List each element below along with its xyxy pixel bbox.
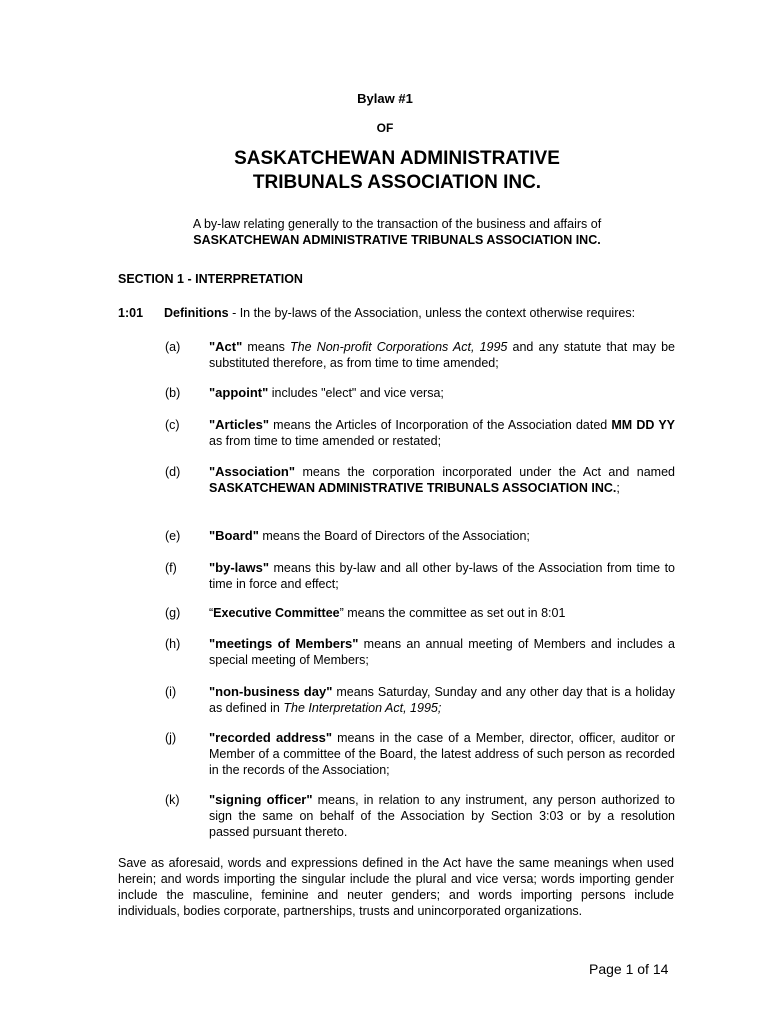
bylaw-description [0, 216, 770, 248]
document-title [0, 147, 770, 195]
section-heading: SECTION 1 - INTERPRETATION [118, 272, 303, 286]
definition-text: includes "elect" and vice versa; [268, 386, 444, 400]
definition-italic: The Non-profit Corporations Act, 1995 [290, 340, 508, 354]
definition-letter: (a) [165, 340, 181, 354]
definition-term: "meetings of Members" [209, 636, 359, 651]
definition-text: means [242, 340, 291, 354]
definition-body [209, 605, 675, 621]
definition-text: means the committee as set out in 8:01 [343, 606, 566, 620]
definition-term: "Articles" [209, 417, 270, 432]
definition-letter: (d) [165, 465, 181, 479]
closing-paragraph: Save as aforesaid, words and expressions defined in the Act have the same meanings when used herein; and words importing the singular include the plural and vice versa; words importing gender include the masculine, feminine and neuter genders; and words importing persons include individuals, bodies corporate, partnerships, trusts and unincorporated organizations. [118, 856, 674, 918]
definition-body [209, 385, 675, 401]
definition-letter: (j) [165, 731, 177, 745]
definition-text: means in the case of a Member, director, officer, auditor or Member of a committee of the Board, the latest address of such person as recorded in the records of the Association; [209, 731, 675, 777]
definition-letter: (g) [165, 606, 181, 620]
definition-term: "by-laws" [209, 560, 270, 575]
definition-text: means the Articles of Incorporation of the Association dated [269, 418, 612, 432]
clause-number: 1:01 [118, 306, 144, 320]
definition-term: "Act" [209, 339, 243, 354]
definition-bold: MM DD YY [611, 418, 675, 432]
description-line-1: A by-law relating generally to the transaction of the business and affairs of [192, 217, 602, 231]
definition-text: and any statute that may be substituted therefore, as from time to time amended; [209, 340, 675, 370]
definition-text: means an annual meeting of Members and includes a special meeting of Members; [209, 637, 675, 667]
definition-term: Executive Committee [213, 606, 340, 620]
clause-title: Definitions [164, 306, 229, 320]
definition-body [209, 730, 675, 778]
definition-text: means this by-law and all other by-laws of the Association from time to time in force and effect; [209, 561, 675, 591]
definition-text: means Saturday, Sunday and any other day that is a holiday as defined in [209, 685, 675, 715]
bylaw-number: Bylaw #1 [357, 91, 413, 106]
definition-letter: (e) [165, 529, 181, 543]
clause-text [164, 305, 684, 321]
definition-term: "signing officer" [209, 792, 313, 807]
of-label: OF [376, 121, 394, 135]
definition-letter: (c) [165, 418, 180, 432]
title-line-1: SASKATCHEWAN ADMINISTRATIVE [234, 148, 560, 169]
definition-text: means, in relation to any instrument, any person authorized to sign the same on behalf of the Association by Section 3:03 or by a resolution passed pursuant thereto. [209, 793, 675, 839]
definition-text: means the Board of Directors of the Association; [258, 529, 530, 543]
title-line-2: TRIBUNALS ASSOCIATION INC. [252, 172, 542, 193]
definition-letter: (i) [165, 685, 177, 699]
definition-letter: (k) [165, 793, 180, 807]
close-quote: ” [339, 606, 344, 620]
definition-term: "appoint" [209, 385, 269, 400]
definition-term: "non-business day" [209, 684, 333, 699]
definition-text: as from time to time amended or restated; [209, 434, 442, 448]
definition-body [209, 339, 675, 371]
definition-body [209, 560, 675, 592]
definition-text: means the corporation incorporated under the Act and named [295, 465, 675, 479]
definition-body [209, 684, 675, 716]
page-number: Page 1 of 14 [589, 961, 669, 977]
clause-intro: - In the by-laws of the Association, unless the context otherwise requires: [228, 306, 636, 320]
description-line-2: SASKATCHEWAN ADMINISTRATIVE TRIBUNALS ASSOCIATION INC. [193, 233, 601, 247]
definition-text: ; [616, 481, 620, 495]
definition-body [209, 792, 675, 840]
definition-letter: (f) [165, 561, 177, 575]
definition-body [209, 528, 675, 544]
definition-bold: SASKATCHEWAN ADMINISTRATIVE TRIBUNALS ASSOCIATION INC. [209, 481, 617, 495]
definition-body [209, 417, 675, 449]
open-quote: “ [209, 606, 214, 620]
definition-body [209, 636, 675, 668]
definition-letter: (b) [165, 386, 181, 400]
definition-body [209, 464, 675, 496]
definition-term: "Association" [209, 464, 296, 479]
definition-letter: (h) [165, 637, 181, 651]
definition-term: "Board" [209, 528, 259, 543]
definition-term: "recorded address" [209, 730, 333, 745]
definition-italic: The Interpretation Act, 1995; [283, 701, 442, 715]
